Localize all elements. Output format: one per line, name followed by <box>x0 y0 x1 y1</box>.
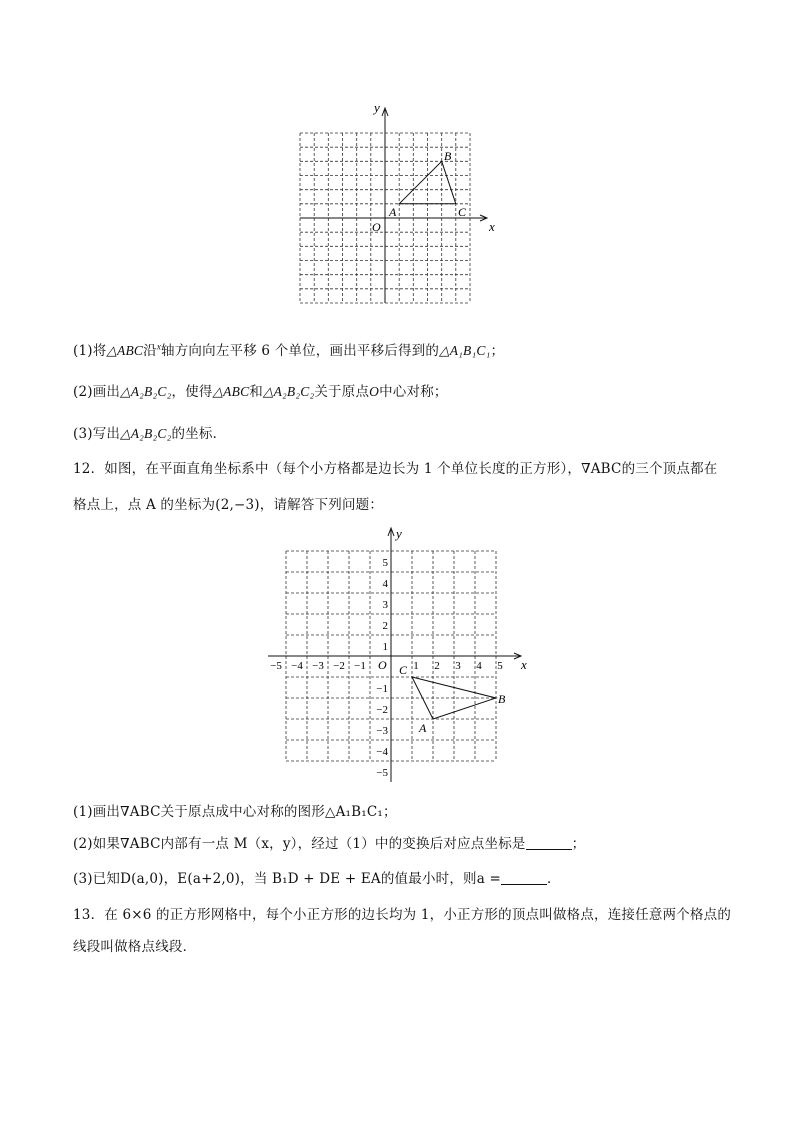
point-a-label: A <box>419 721 427 735</box>
figure-2-coordinate-grid <box>260 522 540 784</box>
q11-part3: (3)写出△A₂B₂C₂的坐标． <box>73 426 227 442</box>
x-tick: −1 <box>354 660 366 672</box>
x-tick: −4 <box>291 660 303 672</box>
x-tick: −5 <box>270 660 282 672</box>
figure-1-coordinate-grid <box>290 98 510 310</box>
q13-line2: 线段叫做格点线段． <box>73 939 197 955</box>
x-tick: −3 <box>312 660 324 672</box>
y-tick: −3 <box>376 725 388 737</box>
triangle-abc <box>399 161 456 204</box>
y-axis-label: y <box>396 526 402 541</box>
answer-blank[interactable] <box>501 872 547 885</box>
y-tick: 1 <box>382 641 388 653</box>
x-tick: 4 <box>476 660 482 672</box>
q12-part2: (2)如果∇ABC内部有一点 M（x，y），经过（1）中的变换后对应点坐标是 ； <box>73 836 586 852</box>
q11-part1: (1)将△ABC沿$^x$轴方向向左平移 6 个单位，画出平移后得到的△A₁B₁C₁； <box>73 341 505 359</box>
y-tick: −5 <box>376 767 388 779</box>
x-tick: 2 <box>434 660 440 672</box>
y-axis-label: y <box>374 100 380 115</box>
point-b-label: B <box>498 692 506 706</box>
x-axis-label: x <box>521 657 527 672</box>
x-tick: 5 <box>497 660 503 672</box>
x-tick: −2 <box>333 660 345 672</box>
q12-intro-line2: 格点上，点 A 的坐标为(2,−3)，请解答下列问题： <box>73 497 384 513</box>
q12-part3: (3)已知D(a,0)，E(a+2,0)，当 B₁D + DE + EA的值最小时，则a = ． <box>73 871 561 887</box>
q13-line1: 13．在 6×6 的正方形网格中，每个小正方形的边长均为 1，小正方形的顶点叫做格点，连接任意两个格点的 <box>73 907 732 923</box>
x-tick: 3 <box>455 660 461 672</box>
y-tick: 3 <box>382 599 388 611</box>
y-tick: −1 <box>376 683 388 695</box>
origin-label: O <box>378 658 387 672</box>
q12-part1: (1)画出∇ABC关于原点成中心对称的图形△A₁B₁C₁； <box>73 804 397 820</box>
point-a-label: A <box>389 205 397 219</box>
y-tick: 2 <box>382 620 388 632</box>
answer-blank[interactable] <box>526 837 572 850</box>
q11-part2: (2)画出△A₂B₂C₂，使得△ABC和△A₂B₂C₂关于原点O中心对称； <box>73 384 448 400</box>
point-c-label: C <box>458 205 467 219</box>
y-tick: −2 <box>376 704 388 716</box>
x-axis-label: x <box>489 219 495 234</box>
origin-label: O <box>372 220 381 234</box>
point-b-label: B <box>444 149 452 163</box>
point-c-label: C <box>399 663 408 677</box>
q12-intro-line1: 12．如图，在平面直角坐标系中（每个小方格都是边长为 1 个单位长度的正方形），∇ABC的三个顶点都在 <box>73 461 718 477</box>
x-tick: 1 <box>413 660 419 672</box>
y-tick: −4 <box>376 746 388 758</box>
y-tick: 5 <box>382 557 388 569</box>
y-tick: 4 <box>382 578 388 590</box>
